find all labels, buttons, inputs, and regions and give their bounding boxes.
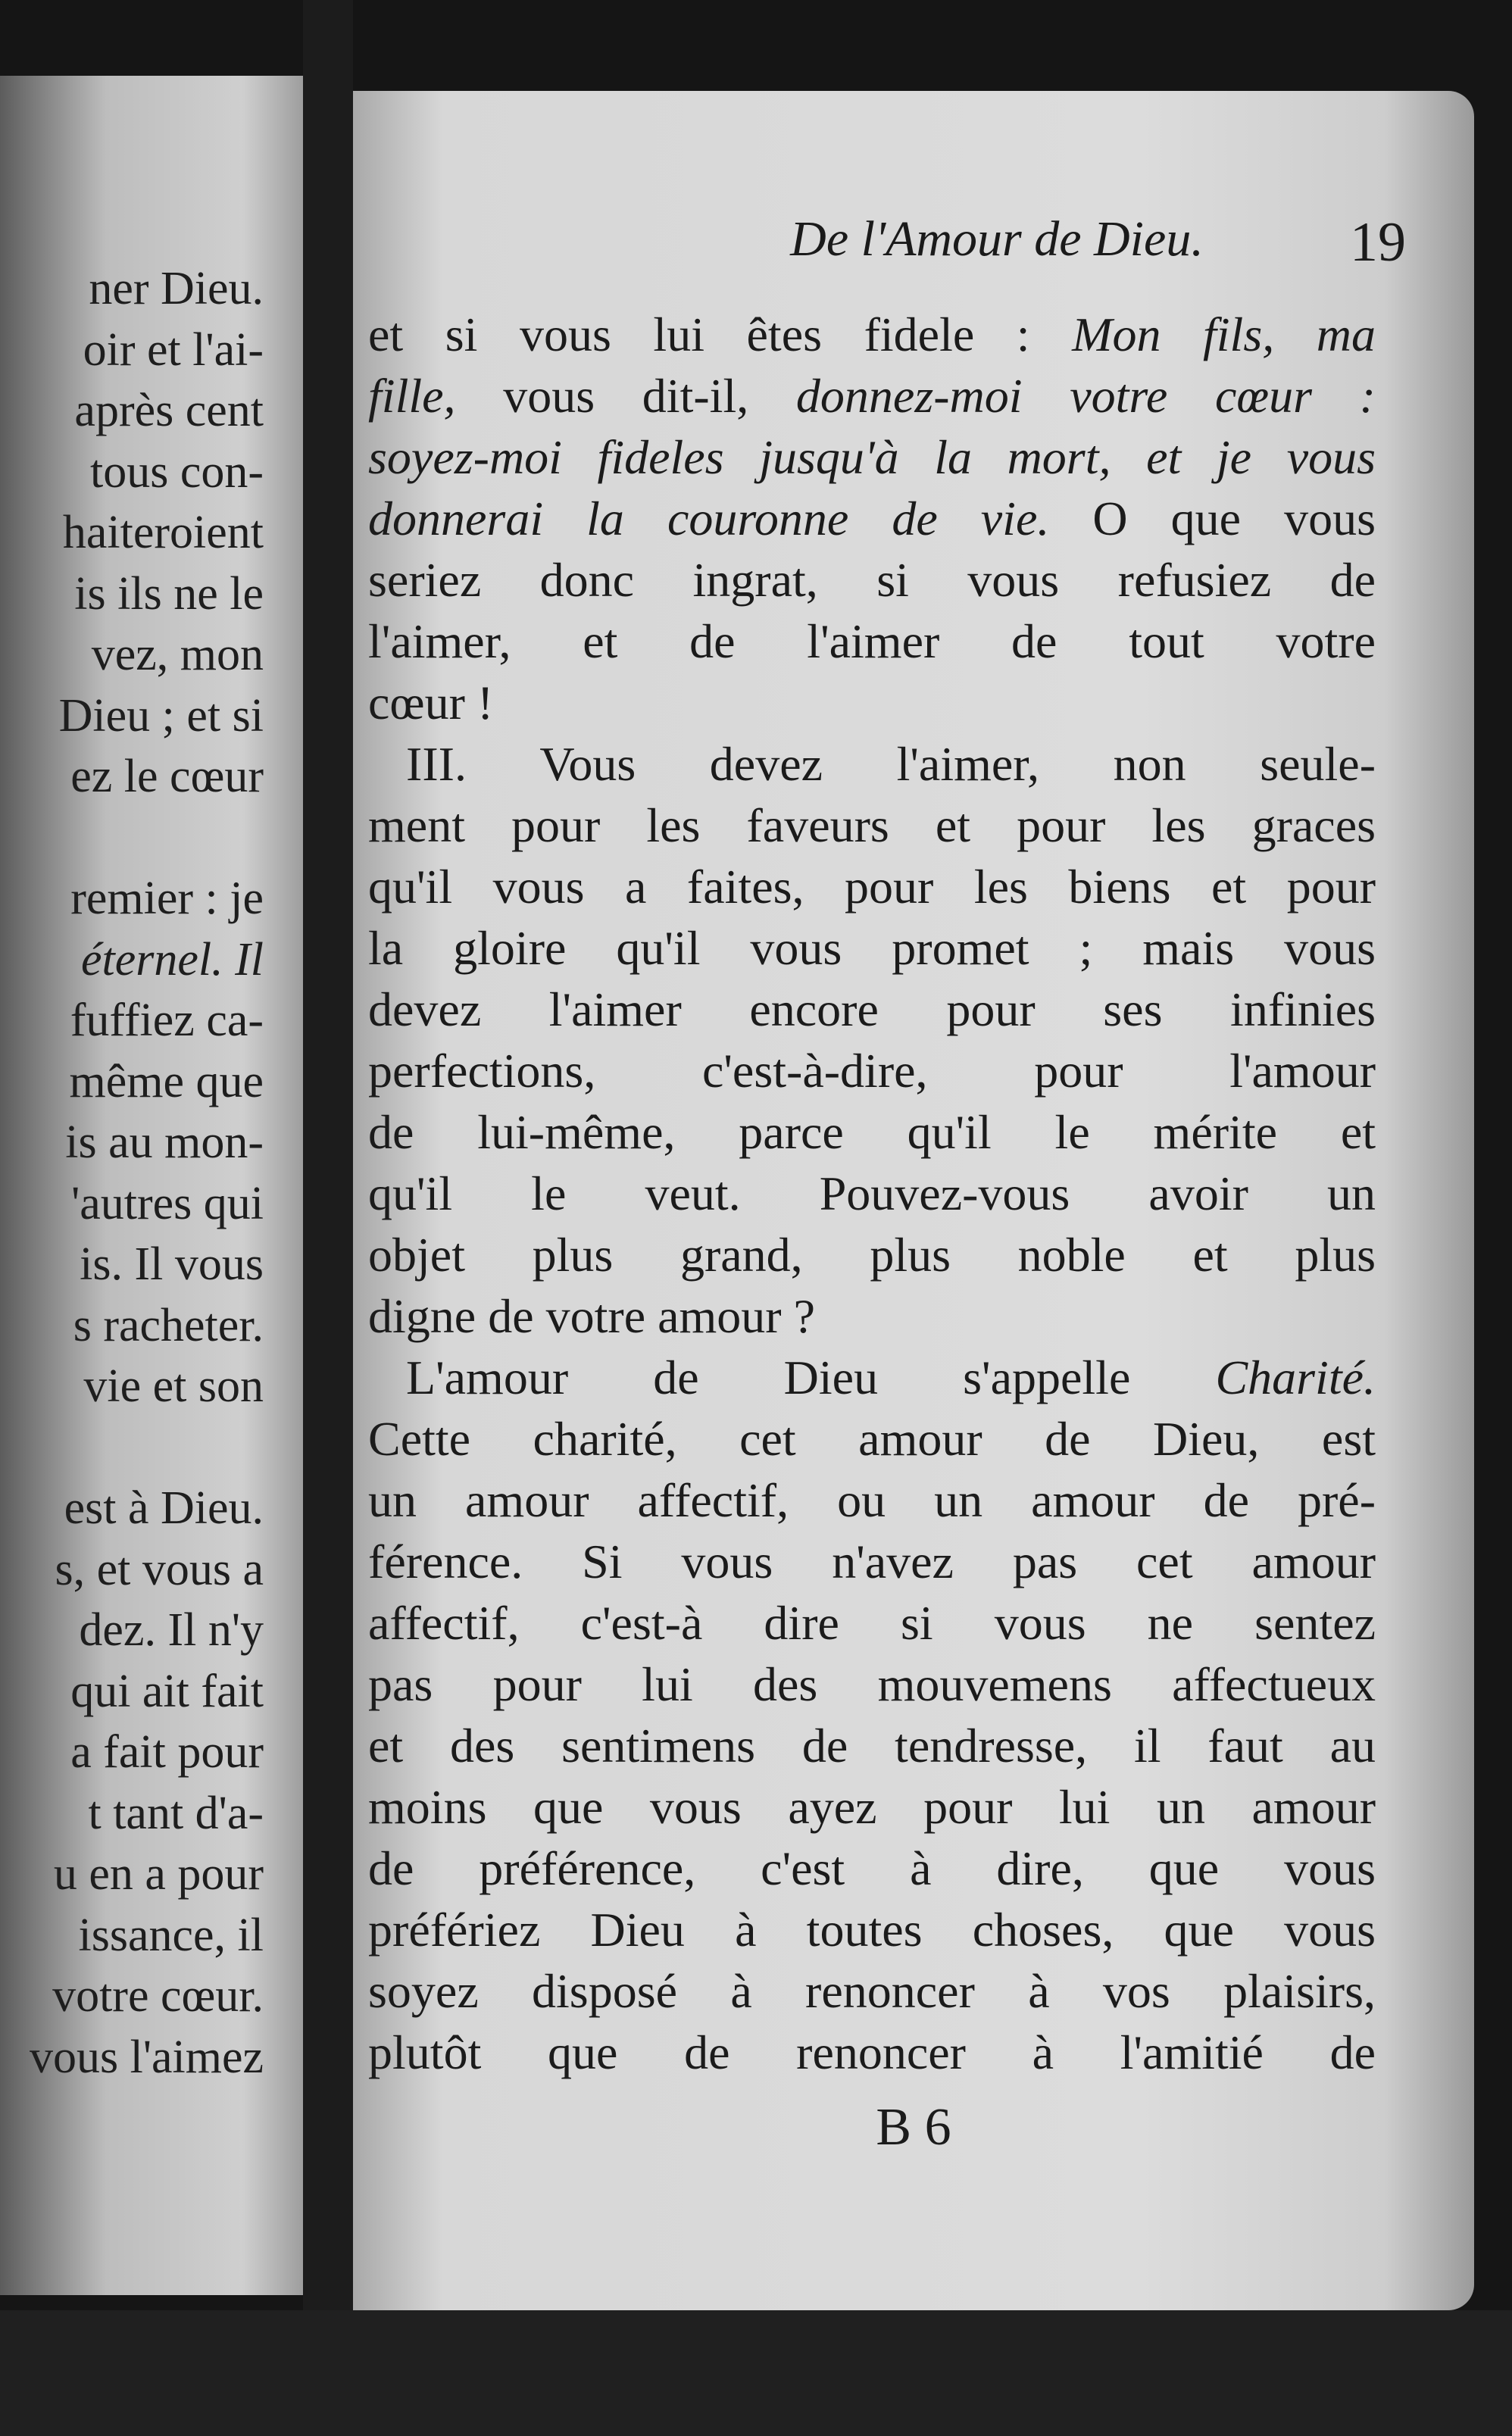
left-page-line: tous con- [89, 445, 264, 498]
left-page-line: is au mon- [65, 1116, 264, 1168]
text-line: soyez disposé à renoncer à vos plaisirs, [368, 1964, 1376, 2018]
left-page-line: oir et l'ai- [83, 323, 264, 376]
running-head: De l'Amour de Dieu. [790, 211, 1204, 267]
text-line: la gloire qu'il vous promet ; mais vous [368, 921, 1376, 975]
left-page-line: t tant d'a- [88, 1787, 264, 1839]
text-line: devez l'aimer encore pour ses infinies [368, 982, 1376, 1036]
text-line: férence. Si vous n'avez pas cet amour [368, 1535, 1376, 1588]
left-page-line: vie et son [83, 1360, 264, 1412]
right-page [353, 91, 1474, 2310]
text-line: objet plus grand, plus noble et plus [368, 1228, 1376, 1282]
text-line: et des sentimens de tendresse, il faut au [368, 1719, 1376, 1772]
text-line: Cette charité, cet amour de Dieu, est [368, 1412, 1376, 1466]
left-page-line: a fait pour [70, 1726, 264, 1778]
left-page-line: u en a pour [53, 1848, 264, 1900]
left-page-line: ez le cœur [70, 751, 264, 802]
left-page-line: is. Il vous [80, 1238, 264, 1290]
text-line: plutôt que de renoncer à l'amitié de [368, 2025, 1376, 2079]
left-page-line: vous l'aimez [29, 2031, 264, 2083]
left-page-line: qui ait fait [70, 1665, 264, 1717]
text-line: L'amour de Dieu s'appelle Charité. [406, 1351, 1376, 1404]
text-line: l'aimer, et de l'aimer de tout votre [368, 614, 1376, 668]
text-line: perfections, c'est-à-dire, pour l'amour [368, 1044, 1376, 1098]
left-page-line: issance, il [78, 1909, 264, 1961]
left-page-line: ner Dieu. [89, 263, 264, 314]
text-line: III. Vous devez l'aimer, non seule- [406, 737, 1376, 791]
text-line: et si vous lui êtes fidele : Mon fils, ma [368, 308, 1376, 361]
text-line: un amour affectif, ou un amour de pré- [368, 1473, 1376, 1527]
text-line: de lui-même, parce qu'il le mérite et [368, 1105, 1376, 1159]
text-line: de préférence, c'est à dire, que vous [368, 1841, 1376, 1895]
text-line: affectif, c'est-à dire si vous ne sentez [368, 1596, 1376, 1650]
left-page-line: fuffiez ca- [70, 995, 264, 1046]
text-line: préfériez Dieu à toutes choses, que vous [368, 1903, 1376, 1957]
text-line: qu'il vous a faites, pour les biens et pour [368, 860, 1376, 914]
left-page-line: même que [69, 1055, 264, 1107]
left-page-line: éternel. Il [80, 933, 264, 985]
scan-bottom-edge [0, 2310, 1512, 2436]
left-page-line: dez. Il n'y [79, 1604, 264, 1656]
book-gutter [303, 0, 353, 2436]
text-line: cœur ! [368, 676, 494, 729]
text-line: soyez-moi fideles jusqu'à la mort, et je vous [368, 430, 1376, 484]
text-line: qu'il le veut. Pouvez-vous avoir un [368, 1166, 1376, 1220]
left-page-line: s racheter. [73, 1299, 264, 1351]
left-page-line: vez, mon [91, 629, 264, 680]
text-line: donnerai la couronne de vie. O que vous [368, 492, 1376, 545]
left-page-line: est à Dieu. [64, 1482, 264, 1534]
left-page-line: votre cœur. [52, 1970, 264, 2022]
left-page-line: après cent [74, 385, 264, 436]
left-page-line: Dieu ; et si [58, 689, 264, 742]
left-page-line: is ils ne le [74, 567, 264, 620]
page-number: 19 [1350, 211, 1406, 273]
text-line: digne de votre amour ? [368, 1289, 815, 1343]
left-page-line: s, et vous a [55, 1543, 264, 1595]
text-line: ment pour les faveurs et pour les graces [368, 798, 1376, 852]
text-line: fille, vous dit-il, donnez-moi votre cœur : [368, 369, 1376, 423]
left-page-line: haiteroient [62, 507, 264, 558]
text-line: moins que vous ayez pour lui un amour [368, 1780, 1376, 1834]
left-page-line: remier : je [70, 873, 264, 924]
left-page-line: 'autres qui [71, 1177, 264, 1229]
signature-mark: B 6 [876, 2098, 951, 2156]
text-line: pas pour lui des mouvemens affectueux [368, 1657, 1376, 1711]
text-line: seriez donc ingrat, si vous refusiez de [368, 553, 1376, 607]
left-page [0, 76, 303, 2295]
